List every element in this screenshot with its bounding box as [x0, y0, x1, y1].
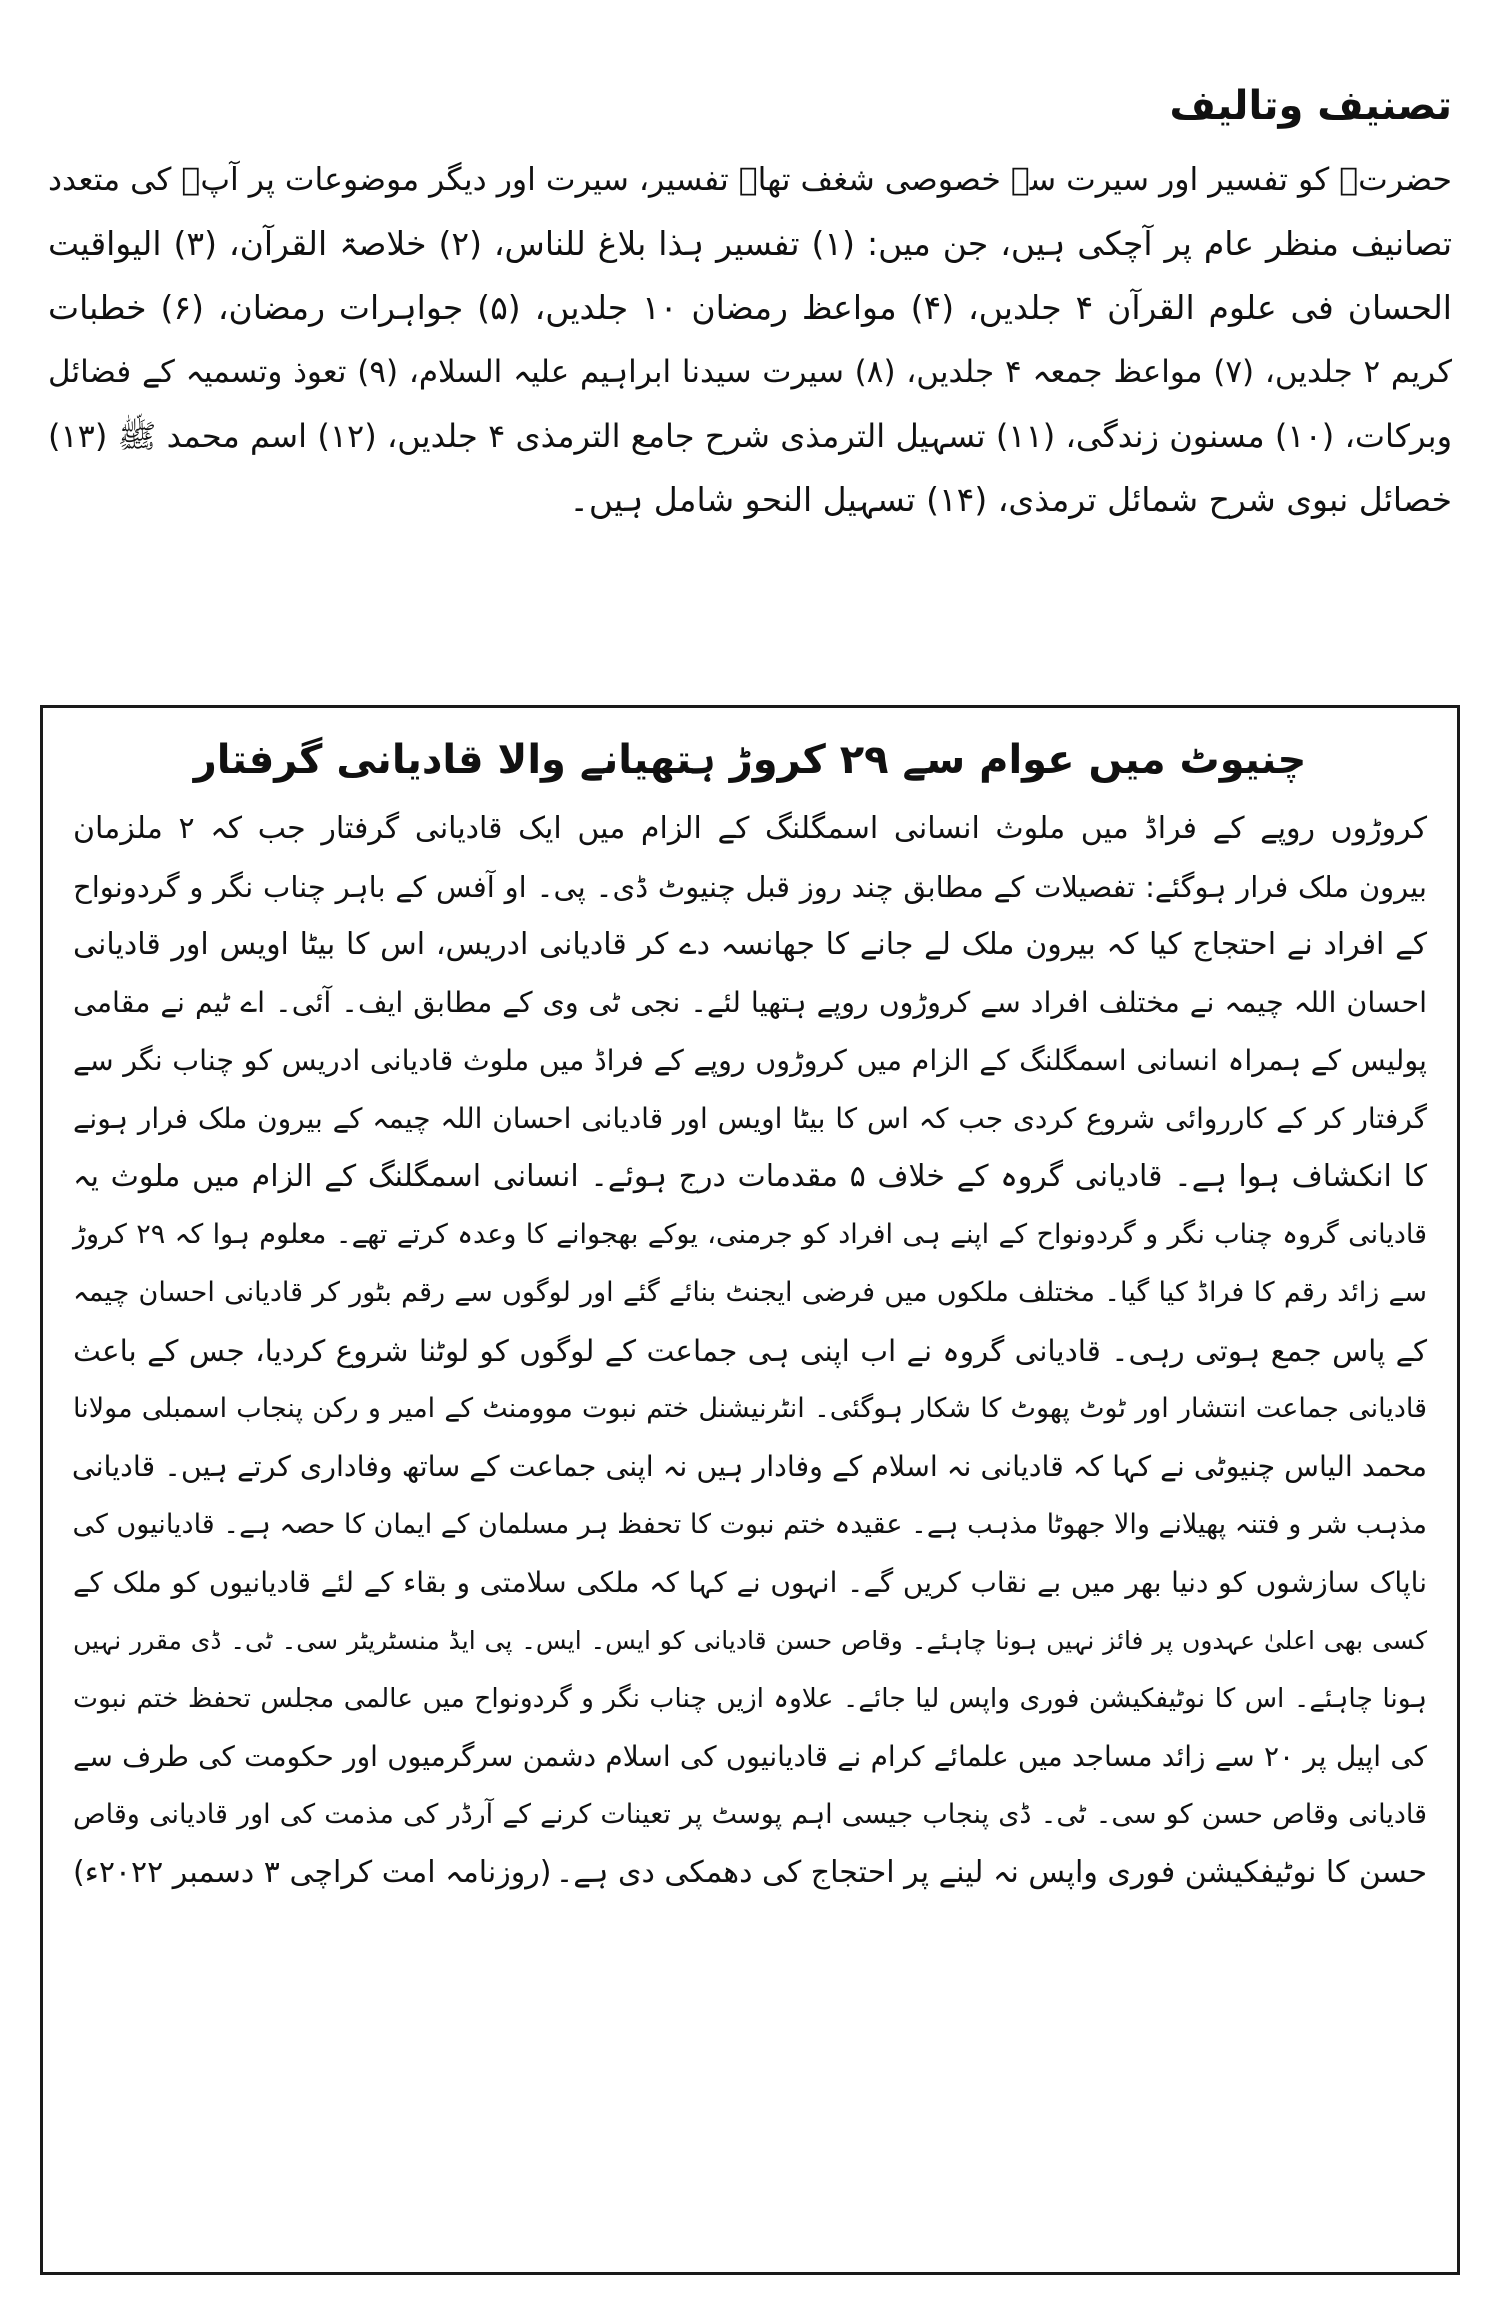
news-line: گرفتار کر کے کارروائی شروع کردی جب کہ اس کا بیٹا اویس اور قادیانی احسان اللہ چیمہ کے بیرون ملک فرار ہونے: [73, 1102, 1427, 1135]
section-line: کریم ۲ جلدیں، (۷) مواعظ جمعہ ۴ جلدیں، (۸) سیرت سیدنا ابراہیم علیہ السلام، (۹) تعوذ وتسمیہ کے فضائل: [48, 354, 1453, 390]
section-heading: تصنیف وتالیف: [1169, 83, 1452, 129]
news-line: کسی بھی اعلیٰ عہدوں پر فائز نہیں ہونا چاہئے۔ وقاص حسن قادیانی کو ایس۔ ایس۔ پی ایڈ منسٹریٹر سی۔ ٹی۔ ڈی مقرر نہیں: [73, 1626, 1427, 1655]
news-line: محمد الیاس چنیوٹی نے کہا کہ قادیانی نہ اسلام کے وفادار ہیں نہ اپنی جماعت کے ساتھ وفاداری کرتے ہیں۔ قادیانی: [71, 1450, 1427, 1483]
news-line: ہونا چاہئے۔ اس کا نوٹیفکیشن فوری واپس لیا جائے۔ علاوہ ازیں چناب نگر و گردونواح میں عالمی مجلس تحفظ ختم نبوت: [73, 1683, 1427, 1714]
news-line: قادیانی وقاص حسن کو سی۔ ٹی۔ ڈی پنجاب جیسی اہم پوسٹ پر تعینات کرنے کے آرڈر کی مذمت کی اور قادیانی وقاص: [73, 1799, 1427, 1830]
news-line: قادیانی گروہ چناب نگر و گردونواح کے اپنے ہی افراد کو جرمنی، یوکے بھجوانے کا وعدہ کرتے تھے۔ معلوم ہوا کہ ۲۹ کروڑ: [73, 1219, 1427, 1250]
news-title: چنیوٹ میں عوام سے ۲۹ کروڑ ہتھیانے والا قادیانی گرفتار: [193, 737, 1307, 783]
news-box: [40, 705, 1460, 2275]
news-line: کے افراد نے احتجاج کیا کہ بیرون ملک لے جانے کا جھانسہ دے کر قادیانی ادریس، اس کا بیٹا اویس اور قادیانی: [73, 927, 1427, 962]
section-line: الحسان فی علوم القرآن ۴ جلدیں، (۴) مواعظ رمضان ۱۰ جلدیں، (۵) جواہرات رمضان، (۶) خطبات: [48, 288, 1452, 327]
news-footer: [73, 1844, 1427, 1902]
section-line: خصائل نبوی شرح شمائل ترمذی، (۱۴) تسہیل النحو شامل ہیں۔: [569, 480, 1452, 519]
news-last-line: حسن کا نوٹیفکیشن فوری واپس نہ لینے پر احتجاج کی دھمکی دی ہے۔: [555, 1855, 1427, 1890]
news-line: قادیانی جماعت انتشار اور ٹوٹ پھوٹ کا شکار ہوگئی۔ انٹرنیشنل ختم نبوت موومنٹ کے امیر و رکن پنجاب اسمبلی مولانا: [73, 1393, 1427, 1424]
news-line: سے زائد رقم کا فراڈ کیا گیا۔ مختلف ملکوں میں فرضی ایجنٹ بنائے گئے اور لوگوں سے رقم بٹور کر قادیانی احسان چیمہ: [73, 1277, 1427, 1308]
news-line: کے پاس جمع ہوتی رہی۔ قادیانی گروہ نے اب اپنی ہی جماعت کے لوگوں کو لوٹنا شروع کردیا، جس کے باعث: [73, 1334, 1427, 1368]
news-line: کا انکشاف ہوا ہے۔ قادیانی گروہ کے خلاف ۵ مقدمات درج ہوئے۔ انسانی اسمگلنگ کے الزام میں ملوث یہ: [73, 1159, 1427, 1194]
news-source: (روزنامہ امت کراچی ۳ دسمبر ۲۰۲۲ء): [73, 1855, 552, 1890]
news-line: بیرون ملک فرار ہوگئے: تفصیلات کے مطابق چند روز قبل چنیوٹ ڈی۔ پی۔ او آفس کے باہر چناب نگر و گردونواح: [73, 870, 1427, 904]
news-line: احسان اللہ چیمہ نے مختلف افراد سے کروڑوں روپے ہتھیا لئے۔ نجی ٹی وی کے مطابق ایف۔ آئی۔ اے ٹیم نے مقامی: [73, 986, 1427, 1019]
section-line: تصانیف منظر عام پر آچکی ہیں، جن میں: (۱) تفسیر ہذا بلاغ للناس، (۲) خلاصۃ القرآن، (۳) الیواقیت: [48, 224, 1453, 263]
news-line: ناپاک سازشوں کو دنیا بھر میں بے نقاب کریں گے۔ انہوں نے کہا کہ ملکی سلامتی و بقاء کے لئے قادیانیوں کو ملک کے: [73, 1566, 1427, 1599]
news-body: [73, 800, 1427, 1902]
news-line: کروڑوں روپے کے فراڈ میں ملوث انسانی اسمگلنگ کے الزام میں ایک قادیانی گرفتار جب کہ ۲ ملزمان: [73, 811, 1427, 846]
section-body: [48, 148, 1452, 532]
section-line: حضرتؒ کو تفسیر اور سیرت سے خصوصی شغف تھا۔ تفسیر، سیرت اور دیگر موضوعات پر آپؒ کی متعدد: [48, 162, 1452, 198]
news-line: کی اپیل پر ۲۰ سے زائد مساجد میں علمائے کرام نے قادیانیوں کی اسلام دشمن سرگرمیوں اور حکومت کی طرف سے: [73, 1740, 1427, 1773]
section-line: وبرکات، (۱۰) مسنون زندگی، (۱۱) تسہیل الترمذی شرح جامع الترمذی ۴ جلدیں، (۱۲) اسم محمد ﷺ (۱۳): [48, 417, 1453, 455]
news-line: پولیس کے ہمراہ انسانی اسمگلنگ کے الزام میں کروڑوں روپے کے فراڈ میں ملوث قادیانی ادریس کو چناب نگر سے: [73, 1044, 1427, 1077]
news-line: مذہب شر و فتنہ پھیلانے والا جھوٹا مذہب ہے۔ عقیدہ ختم نبوت کا تحفظ ہر مسلمان کے ایمان کا حصہ ہے۔ قادیانیوں کی: [72, 1509, 1427, 1540]
